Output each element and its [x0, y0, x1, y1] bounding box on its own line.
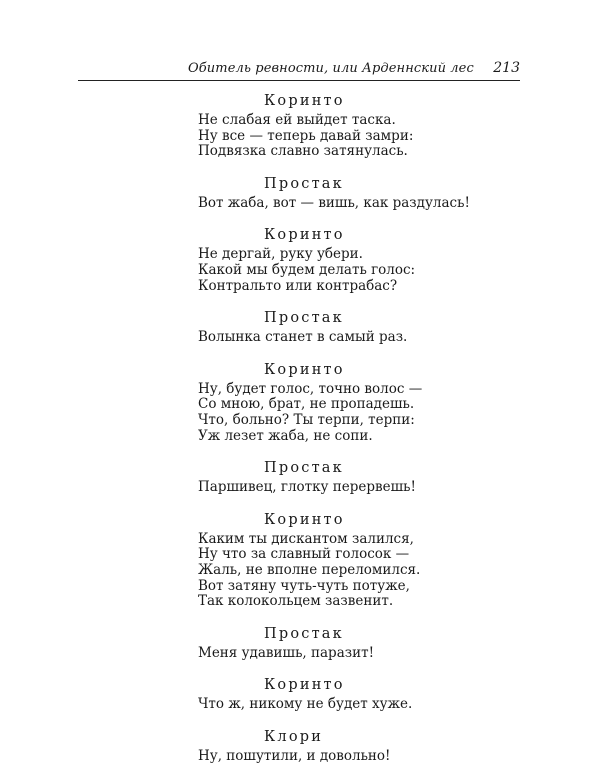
running-title: Обитель ревности, или Арденнский лес — [188, 61, 474, 76]
dialogue-block — [198, 175, 498, 212]
speaker-name: Коринто — [264, 227, 345, 244]
speaker-name: Простак — [264, 310, 344, 327]
verse-line: Меня удавишь, паразит! — [198, 644, 374, 661]
dialogue-block — [198, 361, 498, 444]
speaker-name: Коринто — [264, 677, 345, 694]
verse-line: Волынка станет в самый раз. — [198, 329, 408, 346]
verse-line: Не слабая ей выйдет таска. — [198, 112, 396, 128]
verse-line: Паршивец, глотку перервешь! — [198, 479, 416, 496]
verse-line: Какой мы будем делать голос: — [198, 261, 416, 278]
verse-line: Со мною, брат, не пропадешь. — [198, 396, 415, 413]
verse-line: Вот затяну чуть-чуть потуже, — [198, 577, 410, 594]
dialogue-block — [198, 309, 498, 346]
verse-line: Ну все — теперь давай замри: — [198, 127, 414, 144]
dialogue-block — [198, 92, 498, 160]
dialogue-block — [198, 728, 498, 765]
speaker-name: Коринто — [264, 511, 345, 528]
running-header — [78, 60, 520, 81]
verse-line: Вот жаба, вот — вишь, как раздулась! — [198, 194, 470, 211]
dialogue-block — [198, 226, 498, 294]
verse-line: Так колокольцем зазвенит. — [198, 593, 394, 610]
verse-line: Что ж, никому не будет хуже. — [198, 696, 413, 713]
play-text — [198, 92, 498, 764]
verse-line: Каким ты дискантом залился, — [198, 530, 414, 547]
speaker-name: Клори — [264, 728, 324, 745]
verse-line: Что, больно? Ты терпи, терпи: — [198, 411, 415, 428]
speaker-name: Простак — [264, 625, 344, 642]
page-number: 213 — [493, 60, 520, 76]
speaker-name: Коринто — [264, 361, 345, 378]
verse-line: Не дергай, руку убери. — [198, 246, 363, 263]
verse-line: Подвязка славно затянулась. — [198, 143, 408, 160]
verse-line: Ну что за славный голосок — — [198, 546, 410, 563]
verse-line: Ну, пошутили, и довольно! — [198, 747, 391, 764]
verse-line: Жаль, не вполне переломился. — [198, 561, 421, 578]
verse-line: Уж лезет жаба, не сопи. — [198, 427, 373, 444]
speaker-name: Коринто — [264, 93, 345, 109]
dialogue-block — [198, 625, 498, 662]
speaker-name: Простак — [264, 460, 344, 477]
dialogue-block — [198, 511, 498, 610]
verse-line: Контральто или контрабас? — [198, 277, 398, 294]
dialogue-block — [198, 676, 498, 713]
verse-line: Ну, будет голос, точно волос — — [198, 380, 423, 397]
dialogue-block — [198, 459, 498, 496]
speaker-name: Простак — [264, 175, 344, 192]
